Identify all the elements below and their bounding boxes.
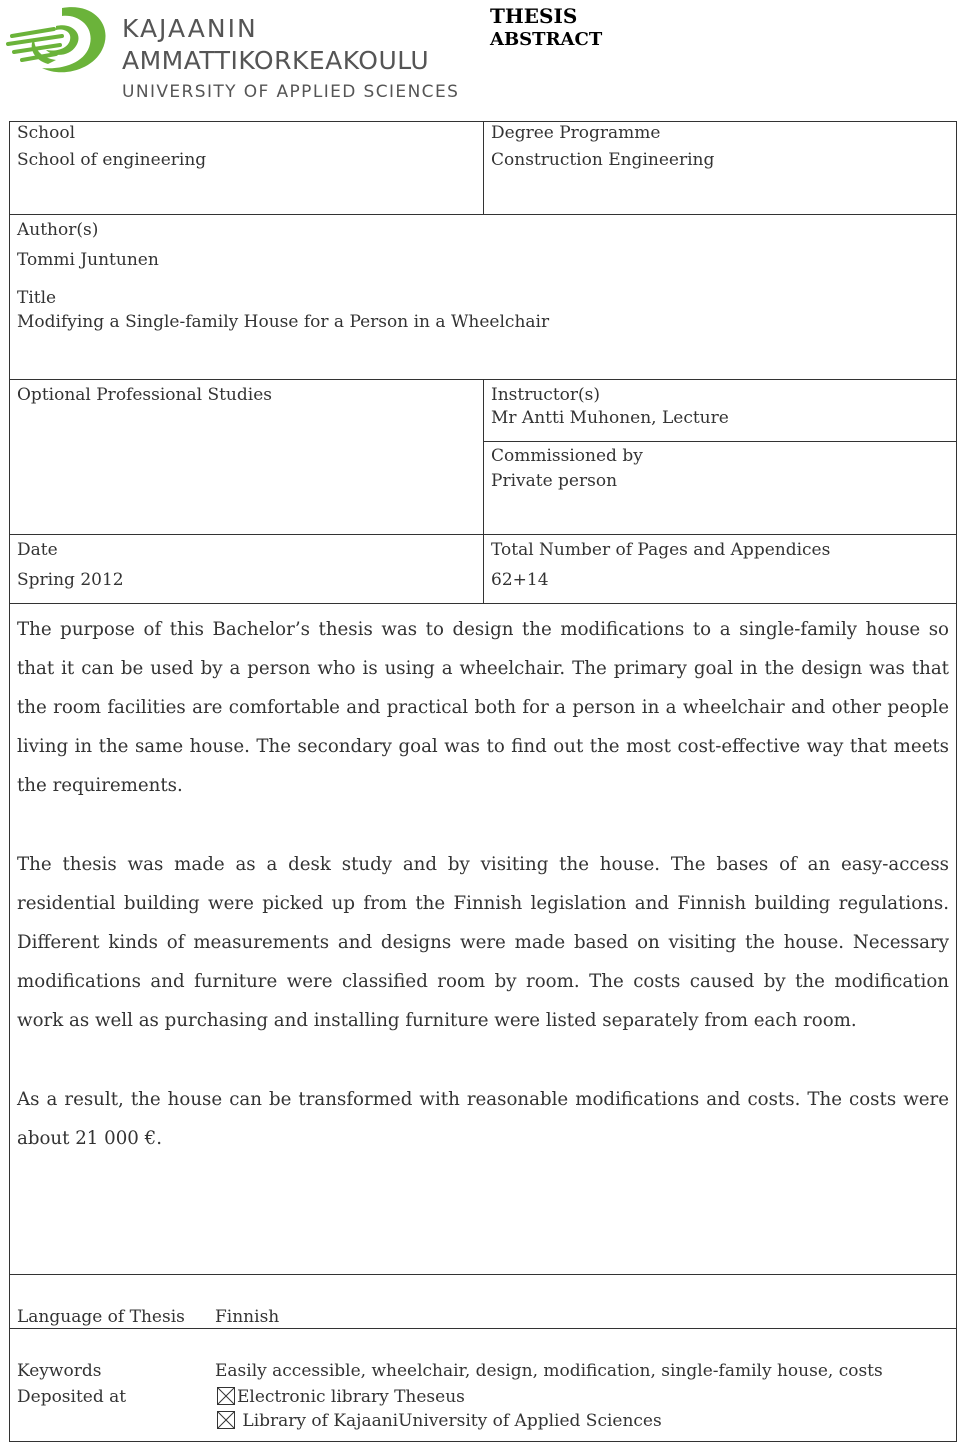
logo-name-line3: UNIVERSITY OF APPLIED SCIENCES <box>122 82 460 102</box>
thesis-abstract-form <box>9 121 957 1442</box>
title-label: Title <box>17 288 57 308</box>
row-divider <box>9 603 957 604</box>
logo-name-line1: KAJAANIN <box>122 14 258 43</box>
university-logo <box>4 4 460 102</box>
school-label: School <box>17 123 76 143</box>
optional-studies-label: Optional Professional Studies <box>17 385 272 405</box>
keywords-label: Keywords <box>17 1361 102 1381</box>
abstract-paragraph: The purpose of this Bachelor’s thesis was to design the modifications to a single-family house so that it can be used by a person who is using a wheelchair. The primary goal in the design was that the room facilities are comfortable and practical both for a person in a wheelchair and other people living in the same house. The secondary goal was to find out the most cost-effective way that meets the requirements. <box>17 619 949 796</box>
logo-name-line2: AMMATTIKORKEAKOULU <box>122 46 430 75</box>
row-divider <box>9 1274 957 1275</box>
form-border-left <box>9 121 10 1442</box>
row-divider <box>9 1328 957 1329</box>
date-value: Spring 2012 <box>17 570 124 590</box>
column-divider <box>483 379 484 603</box>
date-label: Date <box>17 540 58 560</box>
keywords-value: Easily accessible, wheelchair, design, modification, single-family house, costs <box>215 1361 883 1381</box>
instructor-value: Mr Antti Muhonen, Lecture <box>491 408 729 428</box>
abstract-paragraph: As a result, the house can be transformed with reasonable modifications and costs. The costs were about 21 000 €. <box>17 1089 949 1149</box>
language-value: Finnish <box>215 1307 280 1327</box>
swirl-logo-icon <box>4 4 110 84</box>
title-value: Modifying a Single-family House for a Person in a Wheelchair <box>17 312 550 332</box>
school-value: School of engineering <box>17 150 207 170</box>
doc-type-thesis: THESIS <box>490 4 578 28</box>
commissioned-by-value: Private person <box>491 471 618 491</box>
author-value: Tommi Juntunen <box>17 250 159 270</box>
deposit-option-theseus: Electronic library Theseus <box>237 1387 465 1407</box>
doc-type-abstract: ABSTRACT <box>490 29 603 50</box>
instructor-label: Instructor(s) <box>491 385 600 405</box>
abstract-paragraph: The thesis was made as a desk study and by visiting the house. The bases of an easy-access residential building were picked up from the Finnish legislation and Finnish building regulations. Different kinds of measurements and designs were made based on visiting the house. Necessary modifications and furniture were classified room by room. The costs caused by the modification work as well as purchasing and installing furniture were listed separately from each room. <box>17 854 949 1031</box>
degree-programme-label: Degree Programme <box>491 123 661 143</box>
row-divider <box>9 214 957 215</box>
column-divider <box>483 121 484 214</box>
commissioned-by-label: Commissioned by <box>491 446 643 466</box>
deposit-option-library: Library of KajaaniUniversity of Applied Sciences <box>237 1411 662 1431</box>
form-border-bottom <box>9 1441 957 1442</box>
row-divider <box>483 441 957 442</box>
checkbox-checked-icon[interactable] <box>217 1411 235 1429</box>
pages-label: Total Number of Pages and Appendices <box>491 540 831 560</box>
pages-value: 62+14 <box>491 570 549 590</box>
author-label: Author(s) <box>17 220 99 240</box>
document-type <box>490 4 602 52</box>
language-label: Language of Thesis <box>17 1307 185 1327</box>
deposited-label: Deposited at <box>17 1387 127 1407</box>
checkbox-checked-icon[interactable] <box>217 1387 235 1405</box>
degree-programme-value: Construction Engineering <box>491 150 715 170</box>
form-border-right <box>956 121 957 1442</box>
